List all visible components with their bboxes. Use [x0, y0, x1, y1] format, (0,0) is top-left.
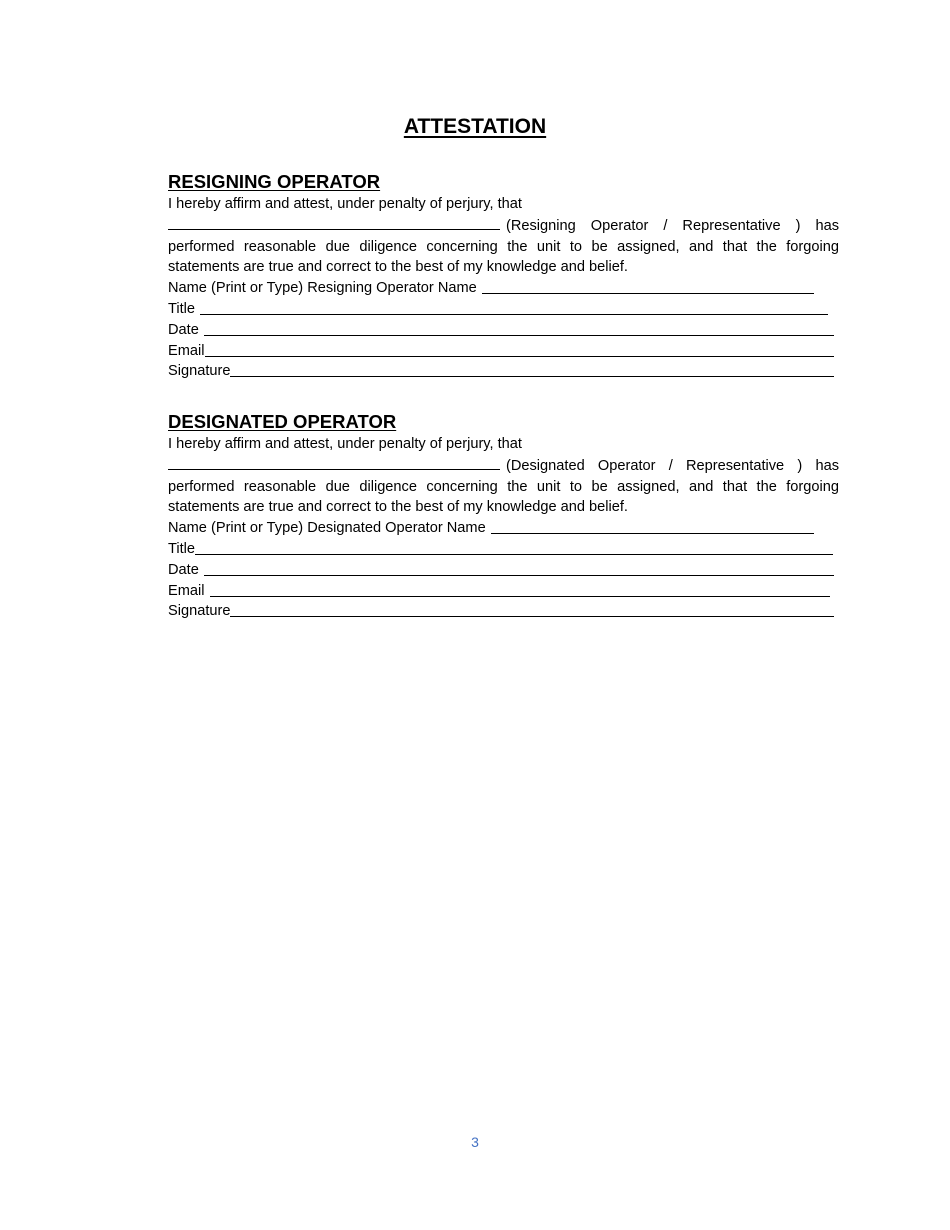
designated-name-line[interactable]	[491, 518, 814, 534]
resigning-email-line[interactable]	[205, 341, 834, 357]
designated-title-label: Title	[168, 540, 196, 557]
resigning-signature-field[interactable]	[168, 361, 839, 382]
designated-attestation-paragraph	[168, 455, 839, 518]
designated-intro-text: I hereby affirm and attest, under penalty of perjury, that	[168, 436, 522, 452]
resigning-attestation-body: (Resigning Operator / Representative ) has performed reasonable due diligence concerning the unit to be assigned, and that the forgoing statements are true and correct to the best of my knowledge and belief.	[168, 217, 839, 276]
resigning-name-label: Name (Print or Type) Resigning Operator Name	[168, 280, 477, 297]
designated-name-label: Name (Print or Type) Designated Operator Name	[168, 520, 486, 537]
designated-operator-blank[interactable]	[168, 455, 500, 470]
resigning-title-label: Title	[168, 300, 196, 317]
resigning-date-field[interactable]	[168, 320, 839, 341]
resigning-title-line[interactable]	[200, 299, 828, 315]
resigning-email-label: Email	[168, 342, 205, 359]
resigning-signature-line[interactable]	[230, 361, 834, 377]
resigning-title-field[interactable]	[168, 299, 839, 320]
designated-operator-section	[168, 410, 839, 622]
resigning-operator-blank[interactable]	[168, 215, 500, 230]
designated-signature-line[interactable]	[230, 601, 834, 617]
designated-email-field[interactable]	[168, 581, 839, 602]
resigning-name-field[interactable]	[168, 278, 839, 299]
designated-email-line[interactable]	[210, 581, 830, 597]
resigning-date-label: Date	[168, 321, 199, 338]
designated-attestation-body: (Designated Operator / Representative ) has performed reasonable due diligence concerning the unit to be assigned, and that the forgoing statements are true and correct to the best of my knowledge and belief.	[168, 457, 839, 516]
resigning-operator-heading: RESIGNING OPERATOR	[168, 171, 381, 192]
resigning-date-line[interactable]	[204, 320, 834, 336]
designated-title-field[interactable]	[168, 539, 839, 560]
document-title: ATTESTATION	[403, 115, 547, 138]
designated-signature-label: Signature	[168, 603, 231, 620]
resigning-signature-label: Signature	[168, 363, 231, 380]
resigning-operator-section	[168, 170, 839, 382]
resigning-intro-text: I hereby affirm and attest, under penalty of perjury, that	[168, 196, 522, 212]
designated-operator-heading: DESIGNATED OPERATOR	[168, 411, 397, 432]
designated-date-line[interactable]	[204, 560, 834, 576]
resigning-attestation-paragraph	[168, 215, 839, 278]
page-number: 3	[471, 1134, 479, 1150]
designated-email-label: Email	[168, 582, 205, 599]
designated-name-field[interactable]	[168, 518, 839, 539]
designated-date-field[interactable]	[168, 560, 839, 581]
designated-date-label: Date	[168, 561, 199, 578]
resigning-name-line[interactable]	[482, 278, 814, 294]
designated-signature-field[interactable]	[168, 601, 839, 622]
designated-title-line[interactable]	[195, 539, 833, 555]
resigning-email-field[interactable]	[168, 341, 839, 362]
